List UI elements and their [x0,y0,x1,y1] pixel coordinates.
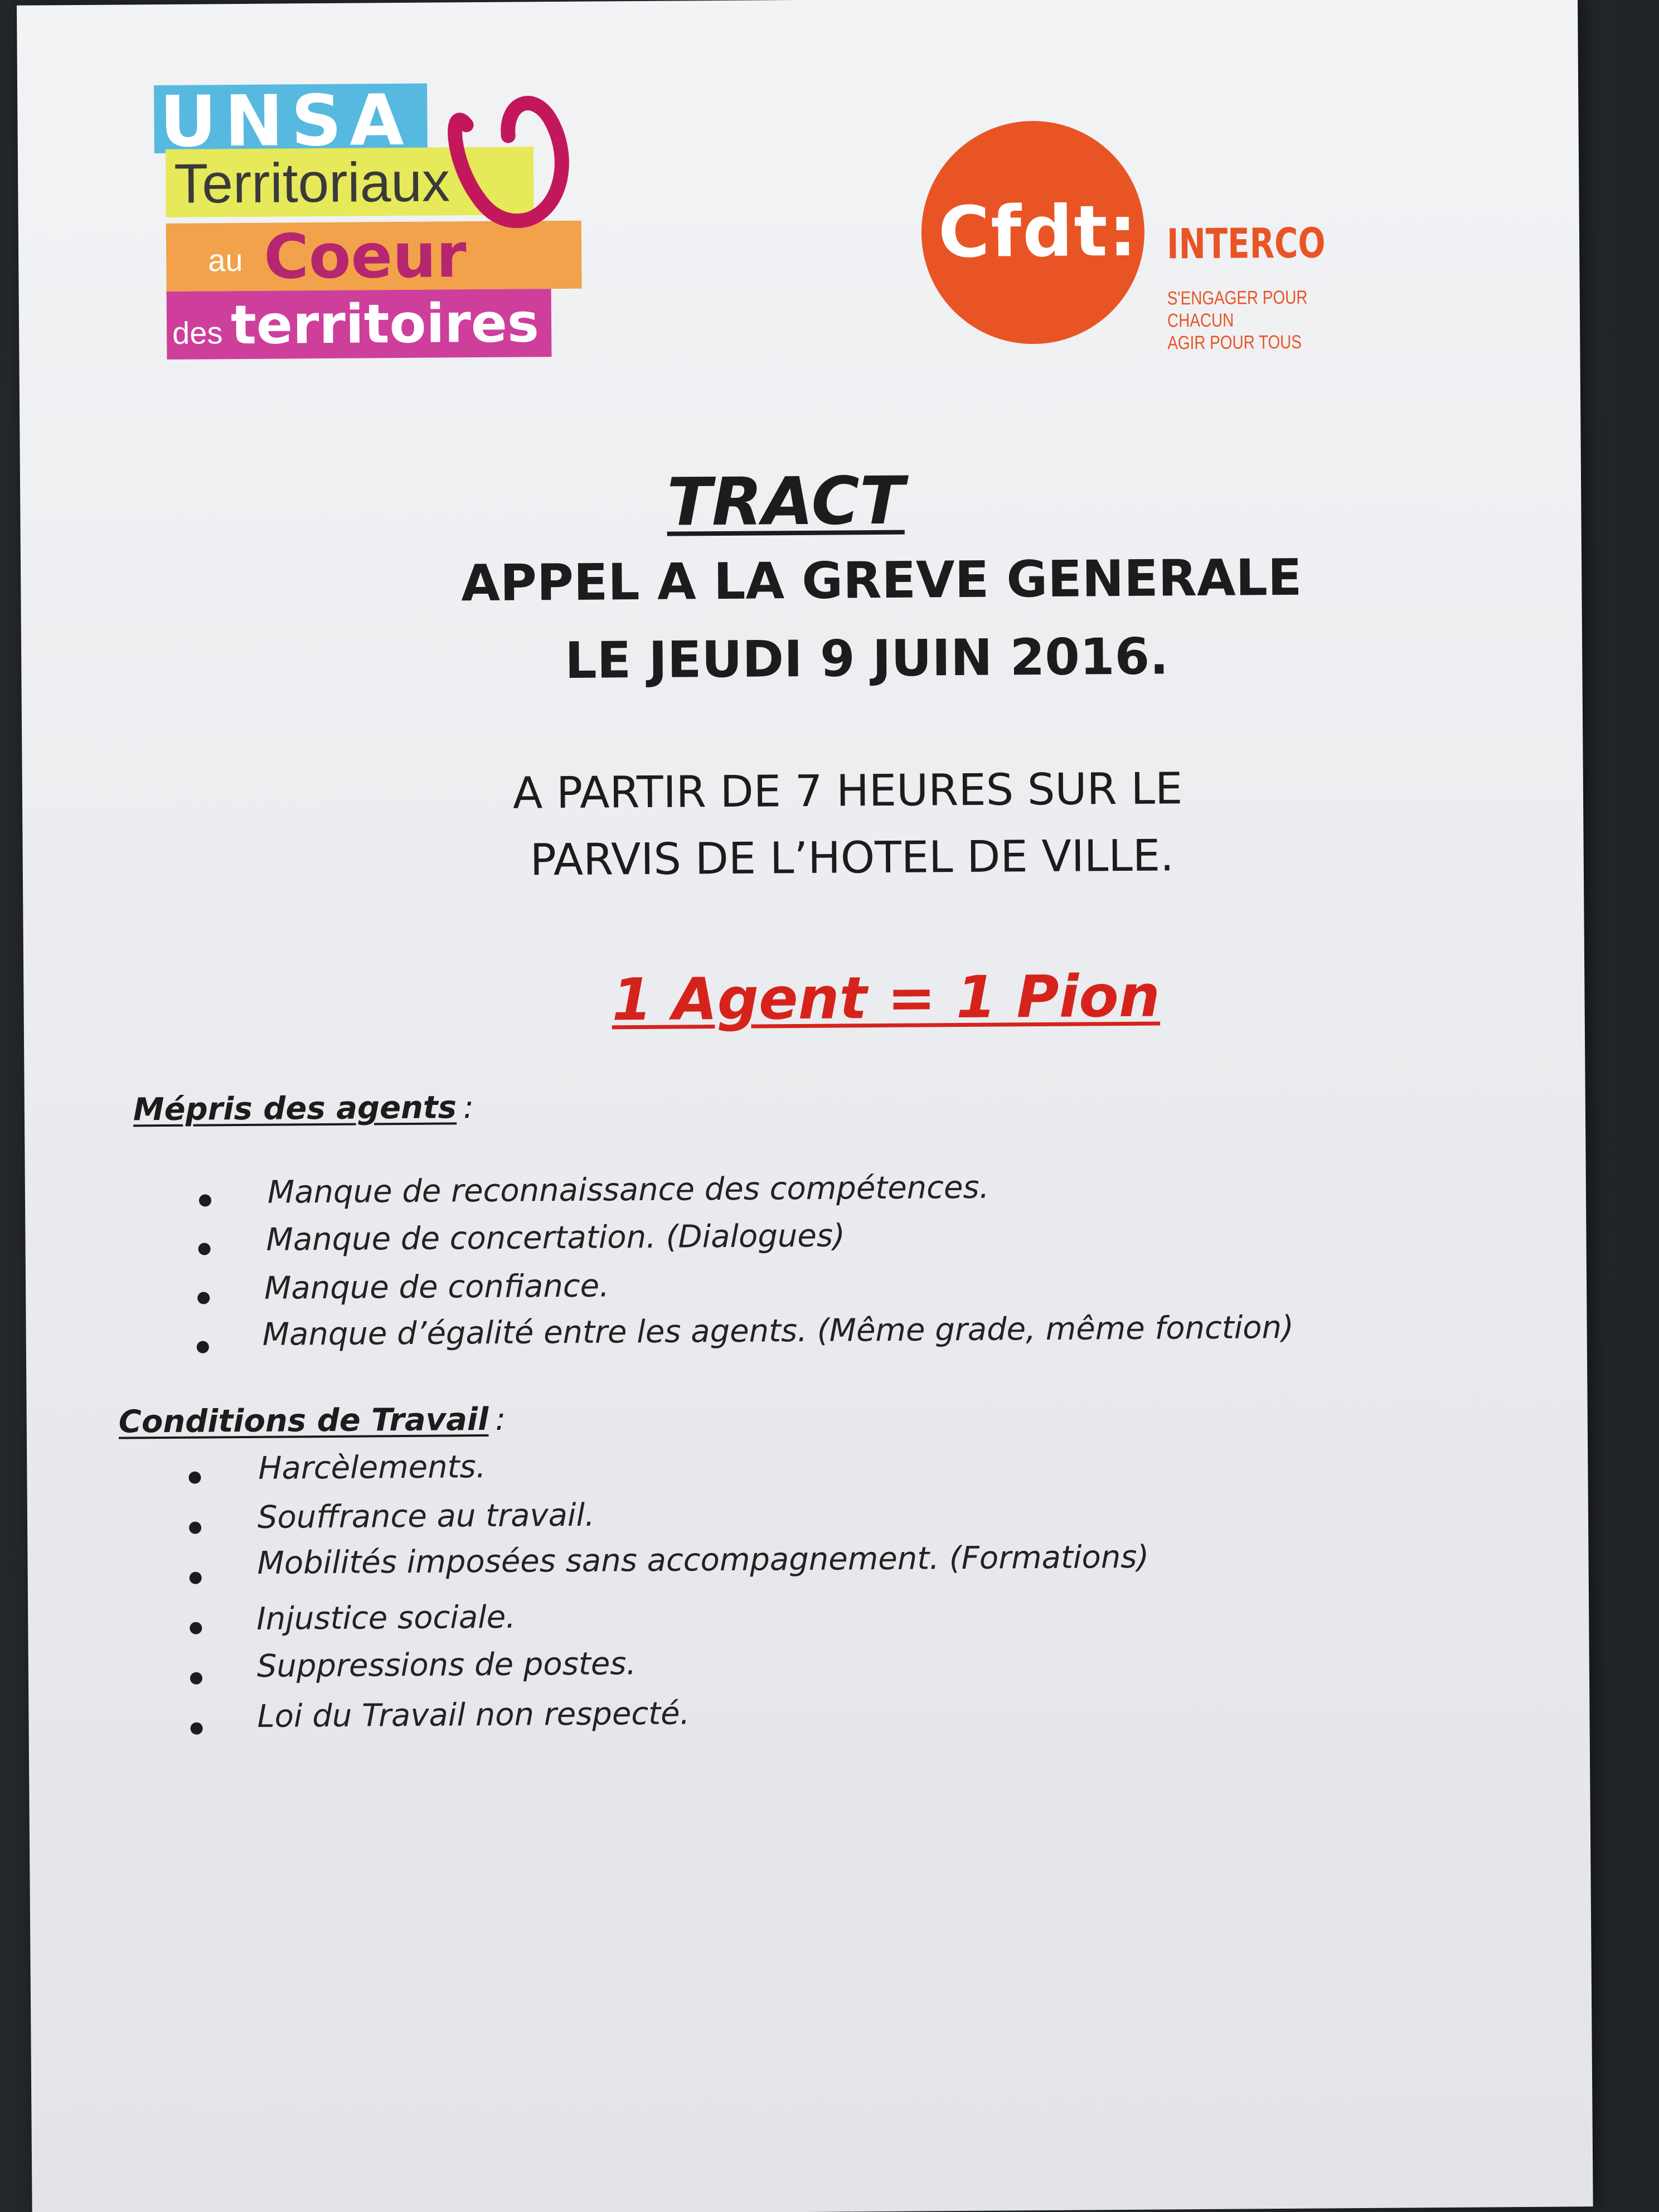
list-item: Harcèlements. [258,1448,486,1487]
unsa-territoriaux: Territoriaux [173,151,450,215]
bullet-icon [190,1622,202,1634]
unsa-logo [154,79,580,370]
list-item: Mobilités imposées sans accompagnement. (Formations) [257,1539,1149,1582]
section-title-colon: : [495,1401,506,1438]
unsa-coeur: Coeur [263,220,467,293]
cfdt-logo [921,119,1357,356]
tract-title: TRACT [666,462,905,541]
bullet-icon [190,1672,202,1685]
section-title-mepris [133,1089,474,1128]
list-item: Manque de confiance. [264,1268,610,1307]
unsa-territoires: territoires [230,292,540,357]
heart-icon [444,91,573,276]
bullet-icon [190,1572,202,1584]
section-title-text: Conditions de Travail [118,1401,489,1440]
unsa-au: au [208,242,243,278]
section-title-text: Mépris des agents [133,1089,457,1128]
slogan: 1 Agent = 1 Pion [612,962,1161,1034]
cfdt-slogan-line1: S'ENGAGER POUR CHACUN [1167,287,1308,332]
list-item: Suppressions de postes. [256,1646,637,1685]
unsa-des: des [172,315,223,351]
cfdt-name: Cfdt: [938,190,1138,274]
bullet-icon [198,1243,211,1255]
cfdt-division: INTERCO [1166,219,1326,269]
bullet-icon [197,1341,209,1353]
list-item: Manque de reconnaissance des compétences. [267,1169,989,1211]
list-item: Souffrance au travail. [257,1497,595,1536]
list-item: Injustice sociale. [256,1599,516,1637]
bullet-icon [191,1723,203,1735]
strike-date-heading: LE JEUDI 9 JUIN 2016. [564,627,1169,690]
cfdt-slogan [1167,286,1323,354]
list-item: Manque d’égalité entre les agents. (Même grade, même fonction) [262,1309,1294,1353]
section-title-colon: : [463,1089,474,1126]
cfdt-slogan-line2: AGIR POUR TOUS [1167,331,1302,354]
location-line-1: A PARTIR DE 7 HEURES SUR LE [512,764,1183,819]
list-item: Loi du Travail non respecté. [257,1695,690,1735]
location-line-2: PARVIS DE L’HOTEL DE VILLE. [530,831,1175,886]
section-title-conditions [119,1401,506,1440]
list-item: Manque de concertation. (Dialogues) [266,1217,846,1258]
bullet-icon [188,1472,201,1484]
bullet-icon [199,1194,211,1206]
bullet-icon [197,1292,210,1304]
unsa-name: UNSA [159,79,413,163]
strike-call-heading: APPEL A LA GREVE GENERALE [460,548,1302,613]
leaflet-page [17,0,1593,2212]
bullet-icon [189,1522,201,1534]
